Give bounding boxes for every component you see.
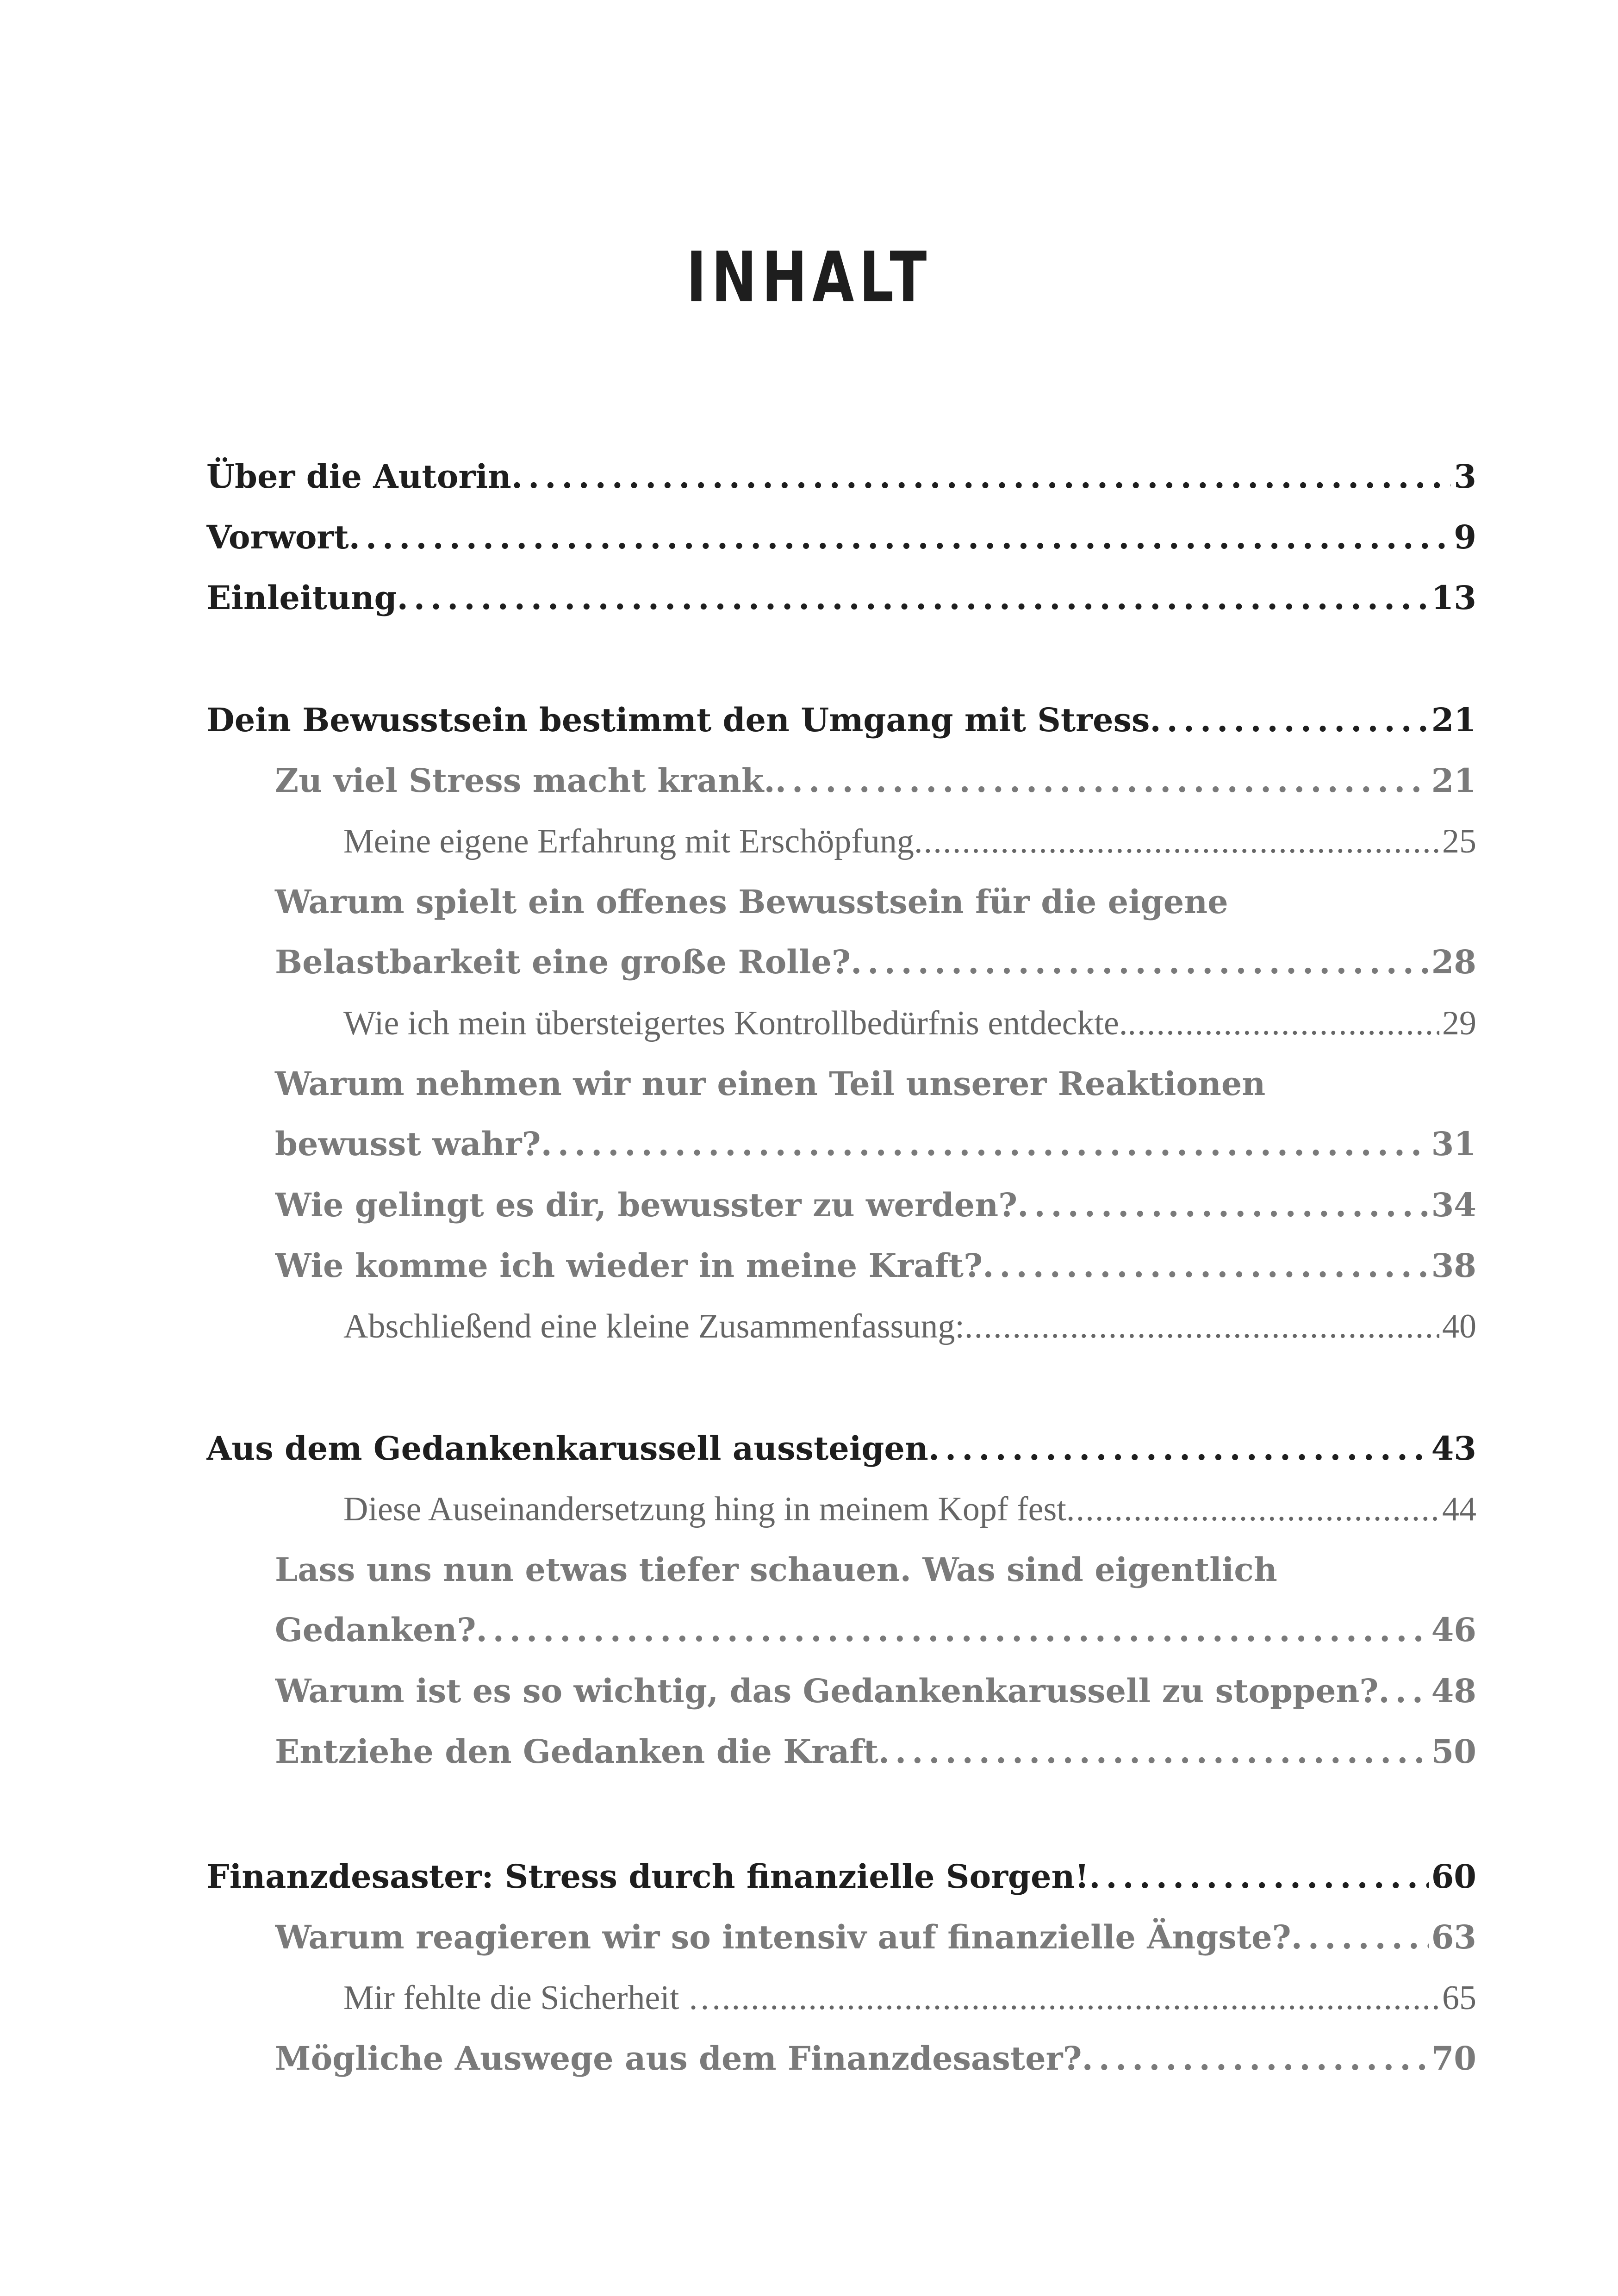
toc-leader-dots [1127, 993, 1439, 1053]
toc-entry-section [0, 2028, 1618, 2089]
toc-entry-label: Wie ich mein übersteigertes Kontrollbedürfnis entdeckte. [343, 1004, 1128, 1042]
toc-leader-dots [775, 751, 1429, 811]
toc-entry-label: Dein Bewusstsein bestimmt den Umgang mit Stress [206, 701, 1150, 739]
toc-entry-label-line1: Lass uns nun etwas tiefer schauen. Was sind eigentlich [275, 1550, 1277, 1589]
toc-page-number: 60 [1431, 1857, 1476, 1896]
toc-entry-label: Wie gelingt es dir, bewusster zu werden? [275, 1186, 1018, 1224]
toc-page-number: 13 [1431, 579, 1476, 617]
toc-entry-subsection [0, 811, 1618, 871]
page-title: INHALT [686, 237, 932, 318]
toc-leader-dots [1378, 1661, 1428, 1721]
toc-leader-dots [511, 447, 1451, 507]
toc-page-number: 29 [1442, 1004, 1476, 1042]
toc-leader-dots [1150, 690, 1428, 750]
toc-page-number: 40 [1442, 1307, 1476, 1345]
toc-leader-dots [349, 507, 1451, 567]
toc-entry-chapter [0, 1419, 1618, 1479]
toc-leader-dots [1089, 1847, 1428, 1907]
toc-entry-label: Finanzdesaster: Stress durch finanzielle Sorgen! [206, 1857, 1089, 1896]
toc-entry-chapter [0, 568, 1618, 628]
toc-leader-dots [1291, 1907, 1429, 1967]
toc-entry-label: Gedanken? [275, 1611, 476, 1649]
toc-leader-dots [1017, 1175, 1428, 1235]
toc-entry-subsection [0, 1296, 1618, 1356]
toc-entry-section [0, 1236, 1618, 1296]
toc-entry-chapter [0, 1847, 1618, 1907]
toc-page-number: 65 [1442, 1979, 1476, 2017]
toc-leader-dots [1066, 1479, 1439, 1539]
toc-entry-label: Mögliche Auswege aus dem Finanzdesaster? [275, 2039, 1082, 2078]
toc-entry-section [0, 1907, 1618, 1967]
toc-entry-label-line1: Warum nehmen wir nur einen Teil unserer Reaktionen [275, 1064, 1266, 1103]
toc-page-number: 70 [1431, 2039, 1476, 2078]
toc-entry-label: Warum reagieren wir so intensiv auf finanzielle Ängste? [275, 1918, 1291, 1956]
toc-entry-label: Über die Autorin [206, 457, 511, 496]
toc-entry-subsection [0, 1479, 1618, 1539]
toc-entry-label: Einleitung [206, 579, 397, 617]
toc-entry-section [0, 1722, 1618, 1782]
toc-leader-dots [965, 1296, 1439, 1356]
toc-leader-dots [914, 811, 1439, 871]
toc-page-number: 21 [1431, 761, 1476, 800]
toc-page-number: 43 [1431, 1429, 1476, 1468]
toc-entry-label: bewusst wahr? [275, 1125, 541, 1163]
toc-leader-dots [1082, 2028, 1429, 2089]
toc-entry-label: Belastbarkeit eine große Rolle? [275, 943, 851, 981]
toc-entry-subsection [0, 993, 1618, 1053]
toc-leader-dots [983, 1236, 1428, 1296]
toc-entry-section [0, 1054, 1618, 1174]
toc-page-number: 3 [1454, 457, 1476, 496]
toc-entry-label: Entziehe den Gedanken die Kraft [275, 1732, 878, 1771]
toc-leader-dots [928, 1419, 1429, 1479]
toc-entry-label: Meine eigene Erfahrung mit Erschöpfung [343, 822, 914, 860]
toc-entry-section [0, 1175, 1618, 1235]
toc-entry-section [0, 872, 1618, 992]
toc-entry-label: Warum ist es so wichtig, das Gedankenkarussell zu stoppen? [275, 1672, 1379, 1710]
toc-entry-section [0, 751, 1618, 811]
toc-entry-chapter [0, 690, 1618, 750]
toc-leader-dots [878, 1722, 1429, 1782]
toc-entry-label: Abschließend eine kleine Zusammenfassung: [343, 1307, 965, 1345]
toc-entry-label: Zu viel Stress macht krank. [275, 761, 775, 800]
toc-entry-label: Wie komme ich wieder in meine Kraft? [275, 1246, 983, 1285]
toc-leader-dots [541, 1114, 1429, 1174]
toc-page-number: 63 [1431, 1918, 1476, 1956]
toc-page-number: 9 [1454, 518, 1476, 556]
toc-page-number: 28 [1431, 943, 1476, 981]
toc-page-number: 46 [1431, 1611, 1476, 1649]
toc-entry-subsection [0, 1968, 1618, 2028]
toc-page-number: 38 [1431, 1246, 1476, 1285]
toc-leader-dots [397, 568, 1429, 628]
toc-page-number: 31 [1431, 1125, 1476, 1163]
toc-entry-label: Vorwort [206, 518, 349, 556]
toc-entry-chapter [0, 447, 1618, 507]
toc-leader-dots [851, 932, 1429, 992]
toc-entry-label: Mir fehlte die Sicherheit … [343, 1979, 722, 2017]
toc-entry-label-line1: Warum spielt ein offenes Bewusstsein für die eigene [275, 883, 1228, 921]
toc-entry-section [0, 1661, 1618, 1721]
toc-page-number: 21 [1431, 701, 1476, 739]
toc-page-number: 25 [1442, 822, 1476, 860]
toc-page-number: 48 [1431, 1672, 1476, 1710]
toc-entry-section [0, 1540, 1618, 1660]
toc-entry-chapter [0, 507, 1618, 567]
toc-page-number: 44 [1442, 1490, 1476, 1528]
toc-page-number: 50 [1431, 1732, 1476, 1771]
toc-leader-dots [722, 1968, 1439, 2028]
toc-page-number: 34 [1431, 1186, 1476, 1224]
toc-entry-label: Diese Auseinandersetzung hing in meinem Kopf fest [343, 1490, 1066, 1528]
toc-entry-label: Aus dem Gedankenkarussell aussteigen [206, 1429, 928, 1468]
toc-leader-dots [476, 1600, 1428, 1660]
